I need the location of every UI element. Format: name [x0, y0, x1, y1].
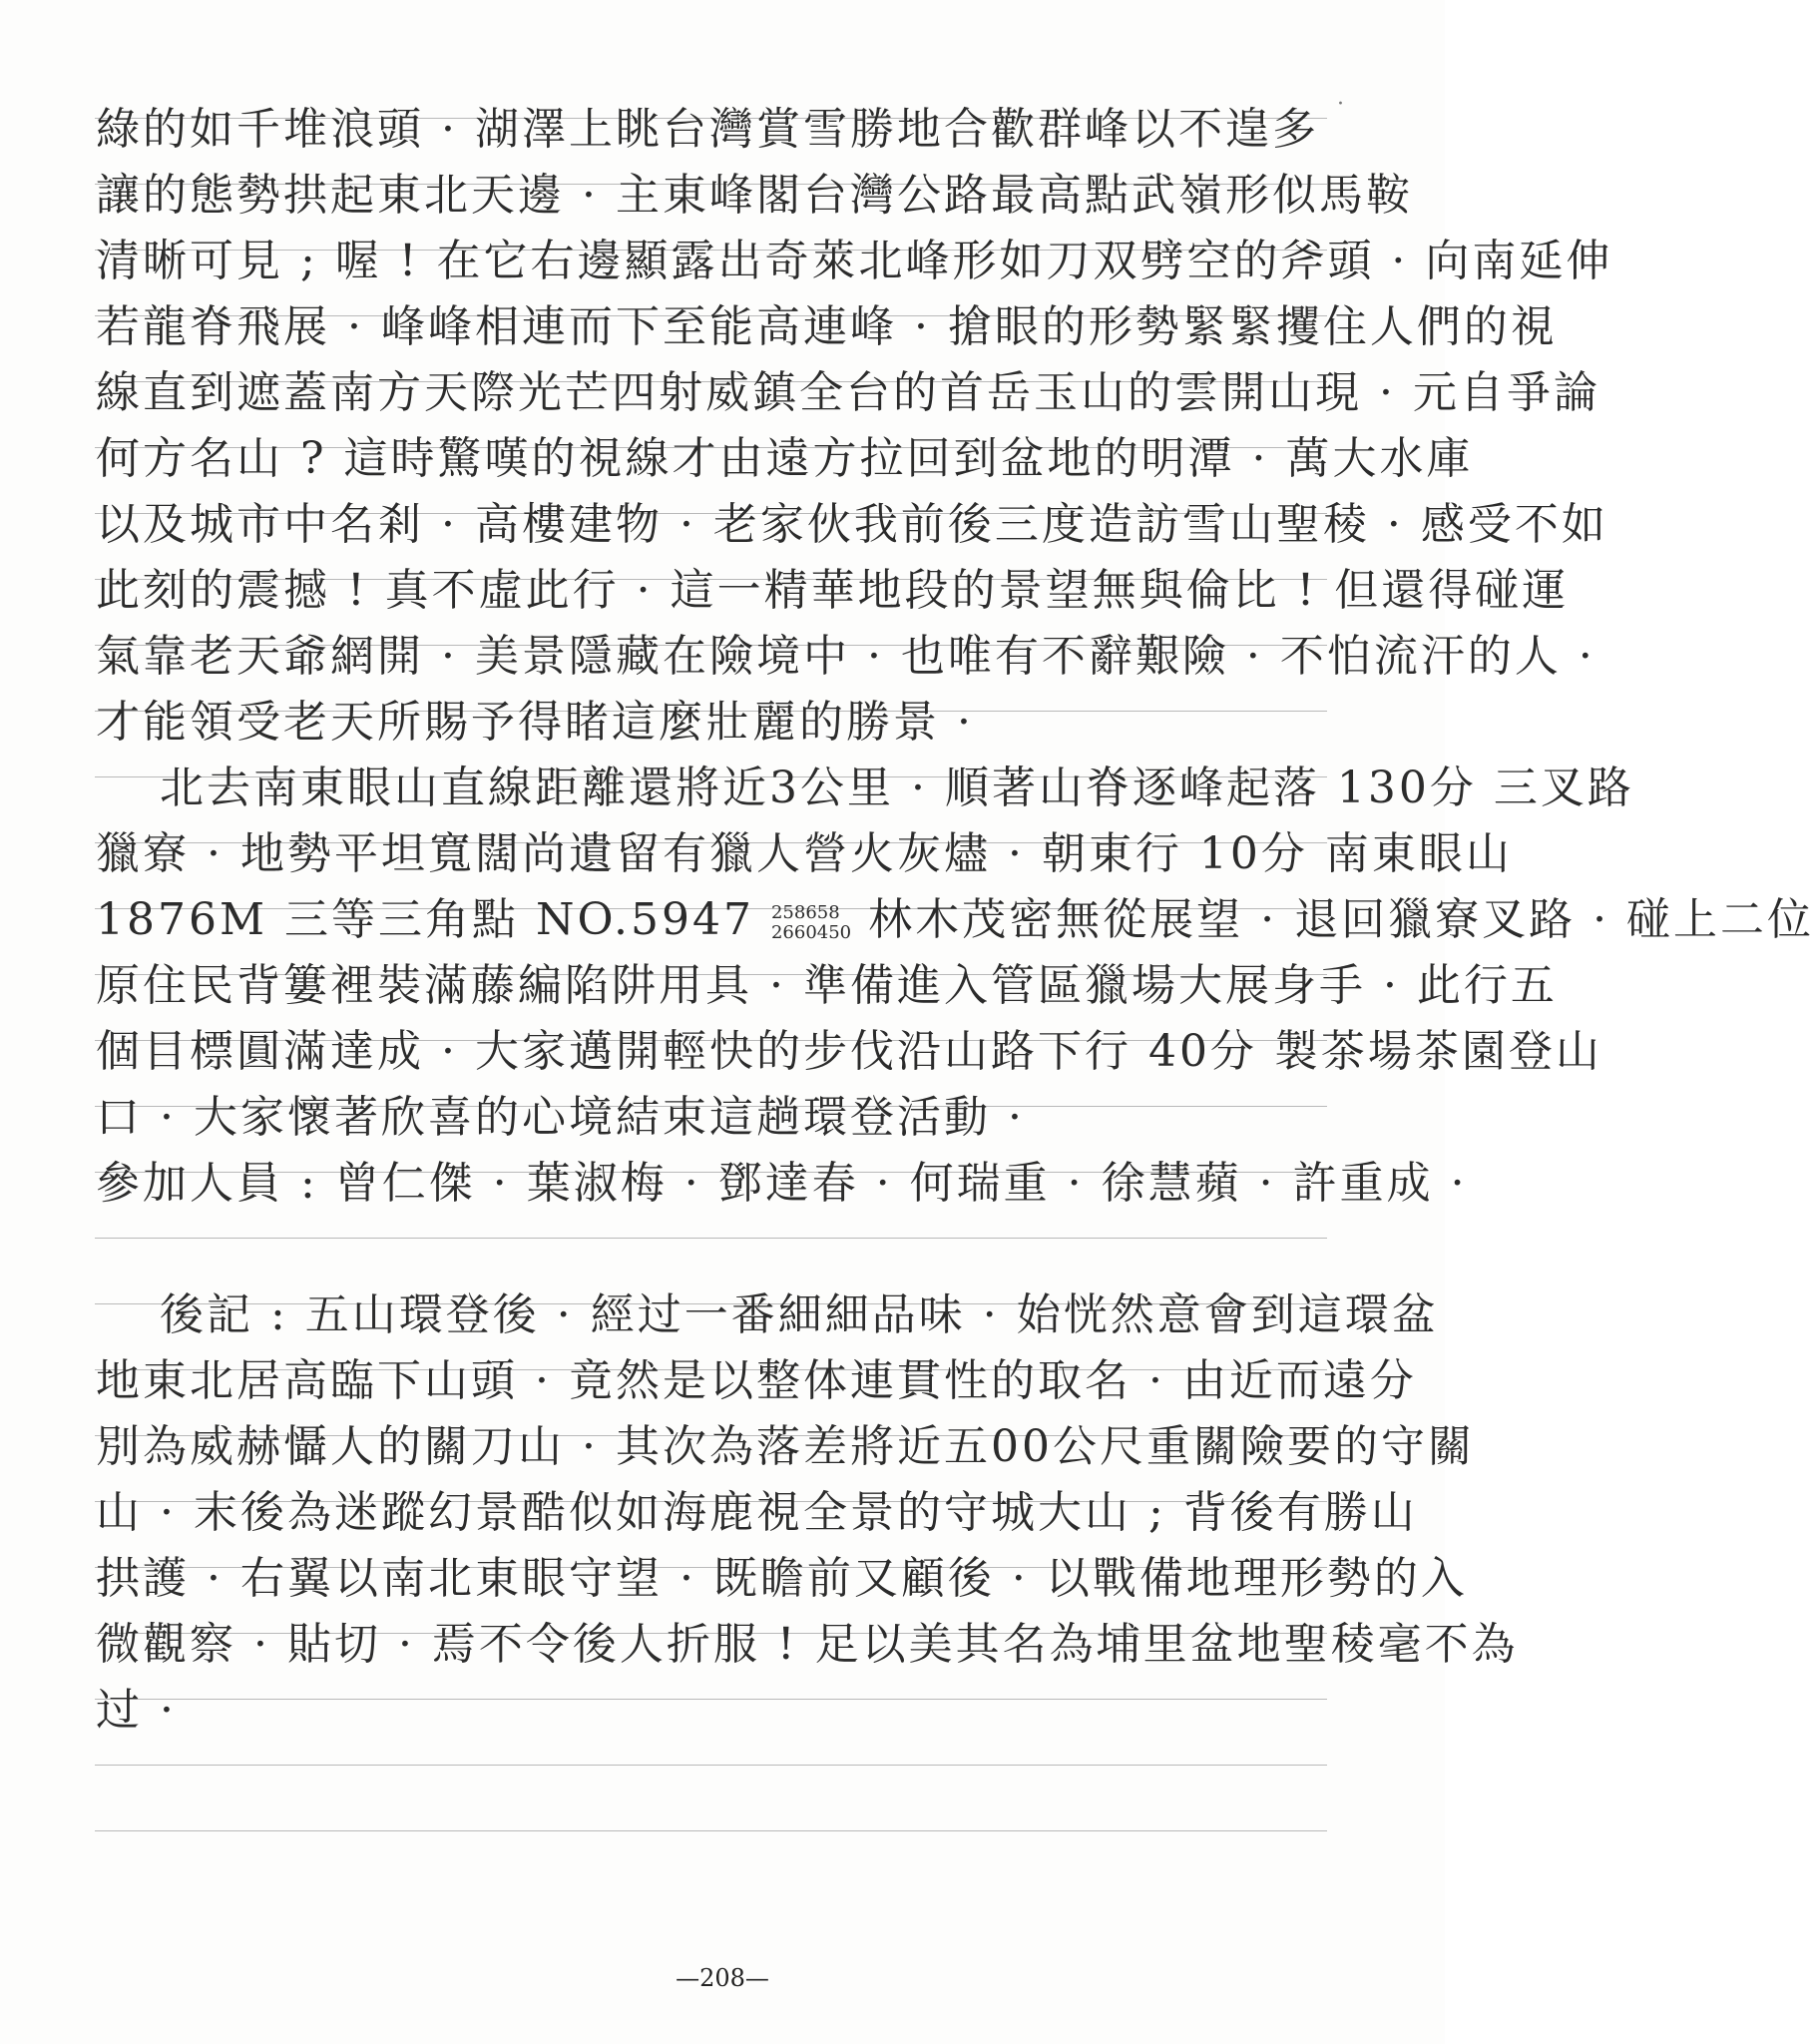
text-line: 氣靠老天爺網開 · 美景隱藏在險境中 · 也唯有不辭艱險 · 不怕流汗的人 · [96, 631, 1595, 682]
text-line: 獵寮 · 地勢平坦寬闊尚遺留有獵人營火灰燼 · 朝東行 10分 南東眼山 [96, 828, 1513, 879]
text-line: 個目標圓滿達成 · 大家邁開輕快的步伐沿山路下行 40分 製茶場茶園登山 [96, 1026, 1602, 1077]
text-line: 过 · [96, 1685, 177, 1736]
text-line: 此刻的震撼 ! 真不虛此行 · 這一精華地段的景望無與倫比 ! 但還得碰運 [96, 565, 1570, 616]
text-line: 讓的態勢拱起東北天邊 · 主東峰閣台灣公路最高點武嶺形似馬鞍 [96, 170, 1413, 221]
text-line: 線直到遮蓋南方天際光芒四射威鎮全台的首岳玉山的雲開山現 · 元自爭論 [96, 367, 1600, 418]
text-line: 地東北居高臨下山頭 · 竟然是以整体連貫性的取名 · 由近而遠分 [96, 1355, 1417, 1406]
ruled-line [95, 1765, 1327, 1766]
text-line: 北去南東眼山直線距離還將近3公里 · 順著山脊逐峰起落 130分 三叉路 [96, 763, 1634, 813]
coordinates [771, 903, 851, 943]
text-line: 山 · 末後為迷蹤幻景酷似如海鹿視全景的守城大山 ; 背後有勝山 [96, 1487, 1418, 1538]
coordinate-value: 2660450 [770, 921, 852, 943]
text-line: 以及城市中名剎 · 高樓建物 · 老家伙我前後三度造訪雪山聖稜 · 感受不如 [96, 499, 1608, 550]
text-line: 綠的如千堆浪頭 · 湖澤上眺台灣賞雪勝地合歡群峰以不遑多 [96, 104, 1319, 155]
text-line: 原住民背簍裡裝滿藤編陷阱用具 · 準備進入管區獵場大展身手 · 此行五 [96, 960, 1558, 1011]
text-line: 才能領受老天所賜予得睹這麼壯麗的勝景 · [96, 697, 974, 748]
text-line: 清晰可見 ; 喔 ! 在它右邊顯露出奇萊北峰形如刀双劈空的斧頭 · 向南延伸 [96, 236, 1613, 286]
ruled-line [95, 1830, 1327, 1831]
benchmark-text: 1876M 三等三角點 NO.5947 [96, 894, 754, 945]
text-line: 若龍脊飛展 · 峰峰相連而下至能高連峰 · 搶眼的形勢緊緊攫住人們的視 [96, 301, 1558, 352]
text-line-with-coordinates [96, 892, 1814, 948]
text-line: 拱護 · 右翼以南北東眼守望 · 既瞻前又顧後 · 以戰備地理形勢的入 [96, 1553, 1468, 1604]
text-line: 後記 : 五山環登後 · 經过一番細細品味 · 始恍然意會到這環盆 [96, 1289, 1439, 1340]
text-line: 別為威赫懾人的關刀山 · 其次為落差將近五00公尺重關險要的守關 [96, 1421, 1475, 1472]
text-line: 微觀察 · 貼切 · 焉不令後人折服 ! 足以美其名為埔里盆地聖稜毫不為 [96, 1619, 1519, 1670]
coordinate-value: 258658 [770, 901, 840, 923]
text-line-blank [96, 1222, 1343, 1278]
corner-mark: · [1337, 92, 1344, 117]
participants-line: 參加人員 : 曾仁傑 · 葉淑梅 · 鄧達春 · 何瑞重 · 徐慧蘋 · 許重成 · [96, 1158, 1468, 1209]
text-line-continuation: 林木茂密無從展望 · 退回獵寮叉路 · 碰上二位 [868, 894, 1814, 945]
page-number: —208— [676, 1964, 769, 1992]
text-line: 口 · 大家懷著欣喜的心境結束這趟環登活動 · [96, 1092, 1025, 1143]
text-line: 何方名山 ? 這時驚嘆的視線才由遠方拉回到盆地的明潭 · 萬大水庫 [96, 433, 1474, 484]
